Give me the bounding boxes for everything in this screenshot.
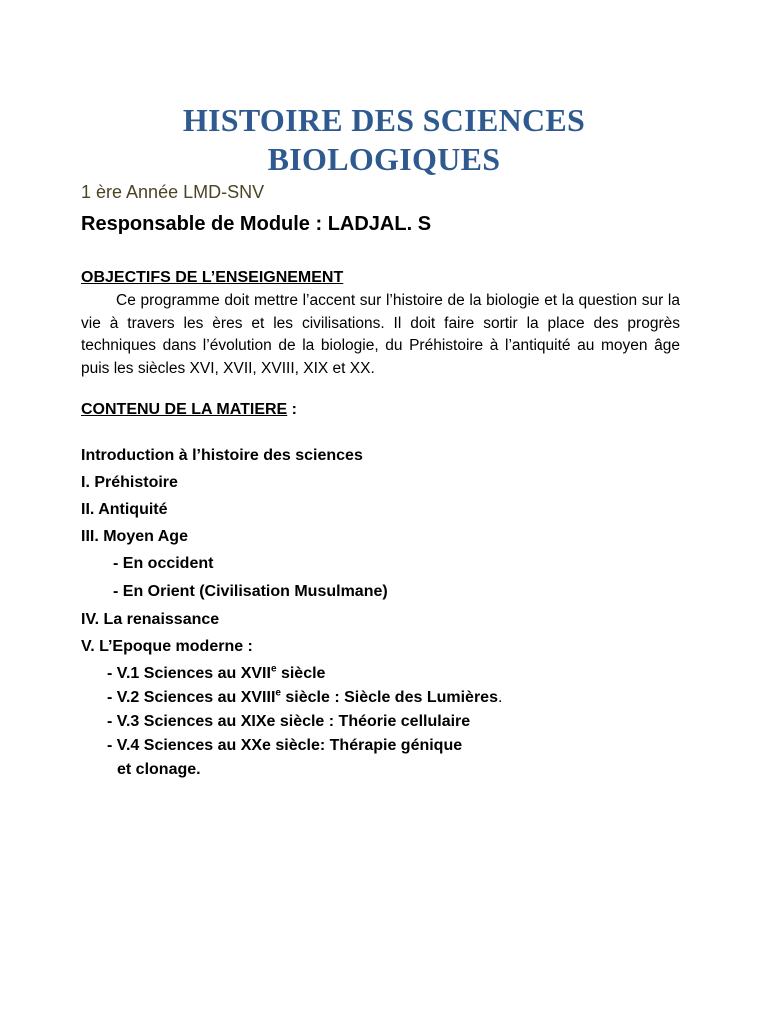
contenu-heading [81,400,297,420]
contenu-item-epoque-moderne: V. L’Epoque moderne : [81,638,253,655]
v2-period: . [497,689,503,706]
contenu-introduction: Introduction à l’histoire des sciences [81,447,363,464]
document-title-line-2: BIOLOGIQUES [267,141,501,177]
contenu-subitem-occident: - En occident [113,555,214,572]
module-responsable: Responsable de Module : LADJAL. S [81,213,432,235]
contenu-item-renaissance: IV. La renaissance [81,611,220,628]
contenu-subitem-orient: - En Orient (Civilisation Musulmane) [113,583,388,600]
objectifs-paragraph: Ce programme doit mettre l’accent sur l’histoire de la biologie et la question sur la vie à travers les ères et les civilisations. Il doit faire sortir la place des progrès techniques dans l’évolution de la biologie, du Préhistoire à l’antiquité au moyen âge puis les siècles XVI, XVII, XVIII, XIX et XX. [81,292,680,378]
v1-superscript: e [270,663,277,675]
contenu-subitem-v1 [107,664,325,684]
contenu-item-prehistoire: I. Préhistoire [81,474,178,491]
v2-superscript: e [275,687,281,699]
contenu-item-moyen-age: III. Moyen Age [81,528,188,545]
document-subtitle: 1 ère Année LMD-SNV [81,182,265,202]
v1-suffix: siècle [276,665,326,682]
contenu-item-antiquite: II. Antiquité [81,501,168,518]
contenu-subitem-v3: - V.3 Sciences au XIXe siècle : Théorie cellulaire [107,713,471,730]
objectifs-heading [81,268,343,288]
document-title-line-1: HISTOIRE DES SCIENCES [182,102,586,138]
contenu-subitem-v4: - V.4 Sciences au XXe siècle: Thérapie génique [107,737,463,754]
contenu-subitem-v4-continuation: et clonage. [117,761,201,778]
objectifs-heading-text: OBJECTIFS DE L’ENSEIGNEMENT [81,269,344,286]
contenu-heading-colon: : [287,401,297,418]
v2-suffix: siècle : Siècle des Lumières [280,689,498,706]
contenu-heading-text: CONTENU DE LA MATIERE [81,401,288,418]
v1-text: - V.1 Sciences au XVII [107,665,271,682]
v2-text: - V.2 Sciences au XVIII [107,689,276,706]
contenu-subitem-v2 [107,688,502,708]
